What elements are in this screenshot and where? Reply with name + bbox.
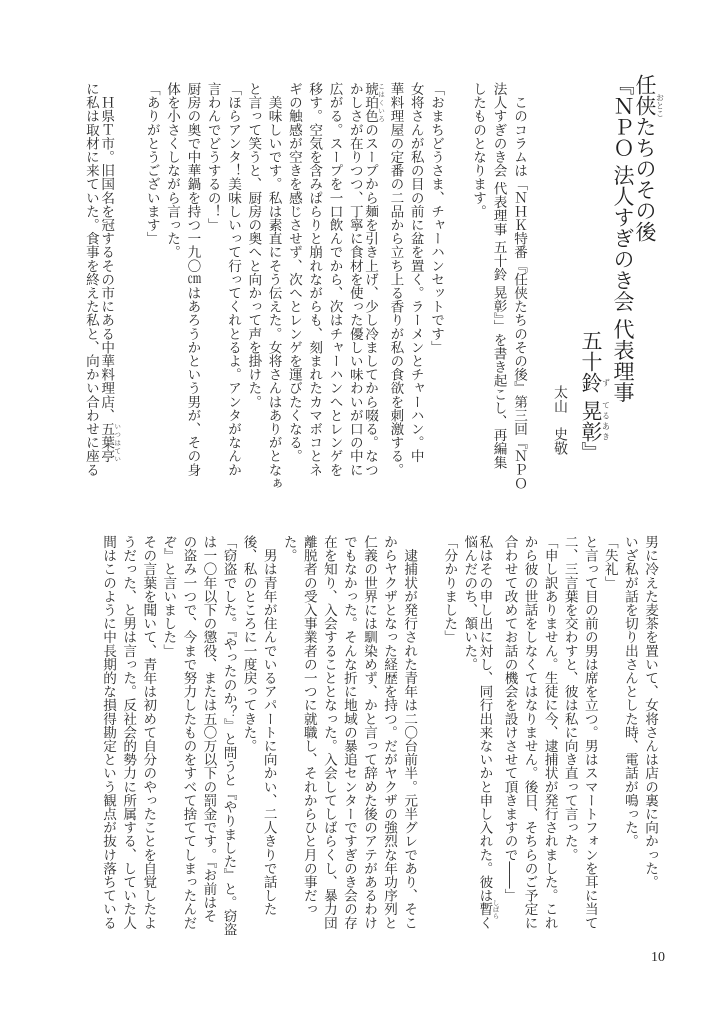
text-line: かしさが在りつつ、丁寧に食材を使った優しい味わいが口の中に <box>346 82 363 477</box>
text-line: したものとなります。 <box>470 82 486 218</box>
text-line: 法人すぎのき会 代表理事 五十鈴 晃彰』」を書き起こし、再編集 <box>490 82 507 469</box>
text-line: 私はその申し出に対し、同行出来ないかと申し入れた。彼は暫 しばらく <box>476 535 500 930</box>
text-line: の盗み一つで、今まで努力したものをすべて捨ててしまったんだ <box>180 535 197 930</box>
text-line: 「失礼」 <box>601 535 618 590</box>
text-line: 華料理屋の定番の二品から立ち上る香りが私の食欲を刺激する。 <box>387 82 404 477</box>
text-line: 悩んだのち、頷いた。 <box>461 535 478 671</box>
text-line: 女将さんが私の目の前に盆を置く。ラーメンとチャーハン。中 <box>407 82 424 463</box>
ruby-annotated-word: 鈴ず <box>579 372 611 393</box>
text-line: 「窃盗でした。『やったのか？』と問うと『やりました』と。窃盗 <box>220 535 237 937</box>
text-line: 美味しいです。私は素直にそう伝えた。女将さんはありがとなぁ <box>265 82 282 490</box>
text-line: 言わんでどうするの！」 <box>204 82 221 232</box>
text-line: 「おまちどうさま、チャーハンセットです」 <box>428 82 444 354</box>
ruby-annotated-word: 侠おとこ <box>633 93 665 118</box>
text-line: 在を知り、入会することとなった。入会してしばらくし、暴力団 <box>320 535 337 930</box>
text-line: いざ私が話を切り出さんとした時、電話が鳴った。 <box>621 535 638 848</box>
ruby-annotated-word: 晃彰てるあき <box>579 399 611 442</box>
title-line: 『ＮＰＯ 法人すぎのき会 代表理事 <box>611 74 635 403</box>
text-line: このコラムは「ＮＨＫ特番『任侠たちのその後』第三回『ＮＰＯ <box>511 82 527 490</box>
text-line: ギの触感が空きを感じさせず、次へとレンゲを運びたくなる。 <box>285 82 302 463</box>
text-line: 男は青年が住んでいるアパートに向かい、二人きりで話した <box>260 535 277 916</box>
text-line: 男に冷えた麦茶を置いて、女将さんは店の裏に向かった。 <box>642 535 658 889</box>
text-line: うだった、と男は言った。反社会的勢力に所属する、していた人 <box>120 535 137 930</box>
text-line: 厨房の奥で中華鍋を持つ一九〇㎝はあろうかという男が、その身 <box>184 82 201 477</box>
text-line: からヤクザとなった経歴を持つ。だがヤクザの強烈な年功序列と <box>381 535 398 930</box>
text-line: 広がる。スープを一口飲んでから、次はチャーハンへとレンゲを <box>326 82 343 477</box>
ruby-annotated-word: 五葉亭 いつはてい <box>98 422 122 463</box>
text-line: から彼の世話をしなくてはなりません。後日、そちらのご予定に <box>521 535 538 930</box>
text-line: と言って目の前の男は席を立つ。男はスマートフォンを耳に当て <box>581 535 598 930</box>
author-name: 太山 史敬 <box>552 385 568 455</box>
text-line: と言って笑うと、厨房の奥へと向かって声を掛けた。 <box>245 82 262 409</box>
text-line: 間はこのように中長期的な損得勘定という観点が抜け落ちている <box>100 535 117 930</box>
ruby-annotated-word: 琥珀色 こはくいろ <box>362 82 386 123</box>
text-line: ぞ』と言いました」 <box>160 535 177 658</box>
page-number: 10 <box>651 950 665 965</box>
text-line: た。 <box>280 535 297 563</box>
text-line: Ｈ県Ｔ市。旧国名を冠するその市にある中華料理店、五葉亭 いつはてい <box>98 82 122 463</box>
text-line: 後、私のところに一度戻ってきた。 <box>240 535 257 753</box>
text-line: 体を小さくしながら言った。 <box>164 82 181 259</box>
ruby-annotated-word: 暫 しばら <box>476 899 500 919</box>
text-line: 「ありがとうございます」 <box>143 82 160 246</box>
text-line: 合わせて改めてお話の機会を設けさせて頂きますので――」 <box>501 535 518 903</box>
text-line: は一〇年以下の懲役、または五〇万以下の罰金です。『お前はそ <box>200 535 217 923</box>
title-line: 任侠おとこたちのその後 <box>633 74 665 242</box>
text-line: 琥珀色 こはくいろのスープから麺を引き上げ、少し冷ましてから啜る。なつ <box>362 82 386 477</box>
text-line: 逮捕状が発行された青年は二〇台前半。元半グレであり、そこ <box>401 535 418 930</box>
text-line: 離脱者の受入事業者の一つに就職し、それからひと月の事だっ <box>300 535 317 916</box>
text-line: 「分かりました」 <box>441 535 458 644</box>
text-line: 移す。空気を含みぱらりと崩れながらも、刻まれたカマボコとネ <box>306 82 323 477</box>
text-line: 「ほらアンタ！美味しいって行ってくれとるよ。アンタがなんか <box>225 82 241 477</box>
text-line: 二、三言葉を交わすと、彼は私に向き直って言った。 <box>561 535 578 862</box>
text-line: 「申し訳ありません。生徒に今、逮捕状が発行されました。これ <box>541 535 558 930</box>
text-line: 仁義の世界には馴染めず、かと言って辞めた後のアテがあるわけ <box>361 535 378 930</box>
text-line: に私は取材に来ていた。食事を終えた私と、向かい合わせに座る <box>82 82 99 477</box>
text-line: その言葉を聞いて、青年は初めて自分のやったことを自覚したよ <box>140 535 157 930</box>
text-line: でもなかった。そんな折に地域の暴追センターですぎのき会の存 <box>340 535 357 930</box>
title-line: 五十鈴ず 晃彰てるあき』 <box>579 330 611 463</box>
